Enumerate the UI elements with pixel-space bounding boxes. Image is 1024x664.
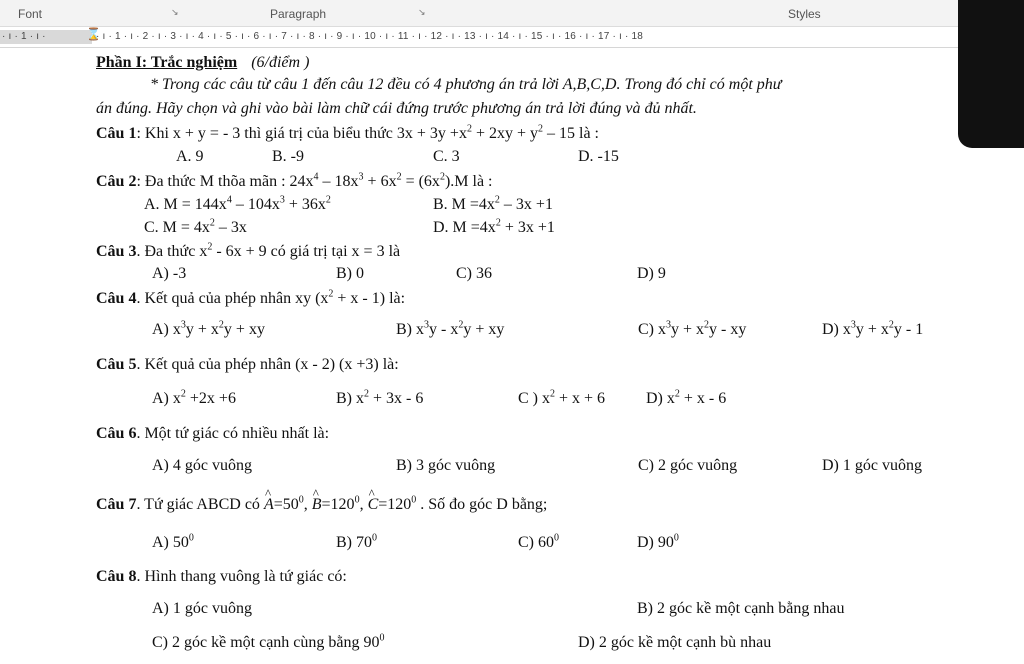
q7-option-d: D) $90^0$ [637,532,679,551]
q6-option-d: D) 1 góc vuông [822,457,922,474]
q8-option-b: B) 2 góc kề một cạnh bằng nhau [637,600,845,617]
instruction-line-2: án đúng. Hãy chọn và ghi vào bài làm chữ cái đứng trước phương án trả lời đúng và đủ nhất. [96,100,697,117]
q4-option-d: D) $x^3y + x^2y - 1$ [822,319,924,338]
q1-option-b: B. -9 [272,148,304,165]
question-1: Câu 1: Khi x + y = - 3 thì giá trị của biểu thức $3x + 3y +x^2 + 2xy + y^2 - 15$ là : [96,123,599,142]
q5-option-c: C ) $x^2 + x + 6$ [518,388,606,407]
question-8: Câu 8. Hình thang vuông là tứ giác có: [96,568,347,585]
q3-option-a: A) -3 [152,265,187,282]
q6-option-a: A) 4 góc vuông [152,457,252,474]
q5-option-b: B) $x^2 + 3x - 6$ [336,388,424,407]
instruction-line-1: * Trong các câu từ câu 1 đến câu 12 đều có 4 phương án trả lời A,B,C,D. Trong đó chỉ có một phư [150,76,782,93]
question-2: Câu 2: Đa thức M thõa mãn : $24x^4 - 18x^3 + 6x^2 = (6x^2).M$ là : [96,171,493,190]
ribbon-paragraph-group-label: Paragraph [270,7,327,21]
question-5: Câu 5. Kết quả của phép nhân (x - 2) (x +3) là: [96,356,399,373]
paragraph-dialog-launcher-icon[interactable]: ↘ [418,7,426,17]
q4-option-c: C) $x^3y + x^2y$ - xy [638,319,747,338]
font-dialog-launcher-icon[interactable]: ↘ [171,7,179,17]
q7-option-a: A) $50^0$ [152,532,194,551]
q1-option-a: A. 9 [176,148,204,165]
q1-option-d: D. -15 [578,148,619,165]
q2-option-a: A. $M = 144x^4 - 104x^3 + 36x^2$ [144,194,331,213]
ribbon-styles-group-label: Styles [788,7,821,21]
q3-option-c: C) 36 [456,265,492,282]
question-4: Câu 4. Kết quả của phép nhân xy $(x^2 + x - 1)$ là: [96,288,406,307]
section-heading: Phần I: Trắc nghiệm (6/điểm ) [96,54,310,71]
q2-option-d: D. $M =4x^2 + 3x +1$ [433,217,555,236]
q3-option-b: B) 0 [336,265,364,282]
q2-option-c: C. $M = 4x^2 - 3x$ [144,217,247,236]
q3-option-d: D) 9 [637,265,666,282]
q6-option-c: C) 2 góc vuông [638,457,738,474]
horizontal-ruler[interactable]: · ı · 1 · ı · · ı · 1 · ı · 2 · ı · 3 · ı · 4 · ı · 5 · ı · 6 · ı · 7 · ı · 8 · ı · 9 · ı · 10 · ı · 11 · ı · 12 · ı · 13 · ı · 14 · ı · 15 · ı · 16 · ı · 17 · ı · 18 ⌛ [0,27,1024,48]
ruler-indent-marker-icon[interactable]: ⌛ [86,27,101,41]
q8-option-a: A) 1 góc vuông [152,600,252,617]
q7-option-b: B) $70^0$ [336,532,377,551]
q1-option-c: C. 3 [433,148,460,165]
question-6: Câu 6. Một tứ giác có nhiều nhất là: [96,425,330,442]
question-7: Câu 7. Tứ giác ABCD có ^ $A=50^0$, ^ $B=120^0$, ^ $C=120^0$ . Số đo góc D bằng; [96,496,547,514]
q4-option-b: B) $x^3y - x^2y$ + xy [396,319,505,338]
q5-option-a: A) $x^2 +2x +6$ [152,388,236,407]
q4-option-a: A) $x^3y + x^2y$ + xy [152,319,265,338]
ribbon-font-group-label: Font [18,7,43,21]
q8-option-c: C) 2 góc kề một cạnh cùng bằng $90^0$ [152,632,385,651]
q7-option-c: C) $60^0$ [518,532,559,551]
question-3: Câu 3. Đa thức $x^2 - 6x + 9$ có giá trị tại x = 3 là [96,241,401,260]
q2-option-b: B. $M =4x^2 - 3x +1$ [433,194,553,213]
q6-option-b: B) 3 góc vuông [396,457,496,474]
q8-option-d: D) 2 góc kề một cạnh bù nhau [578,634,772,651]
q5-option-d: D) $x^2 + x - 6$ [646,388,727,407]
